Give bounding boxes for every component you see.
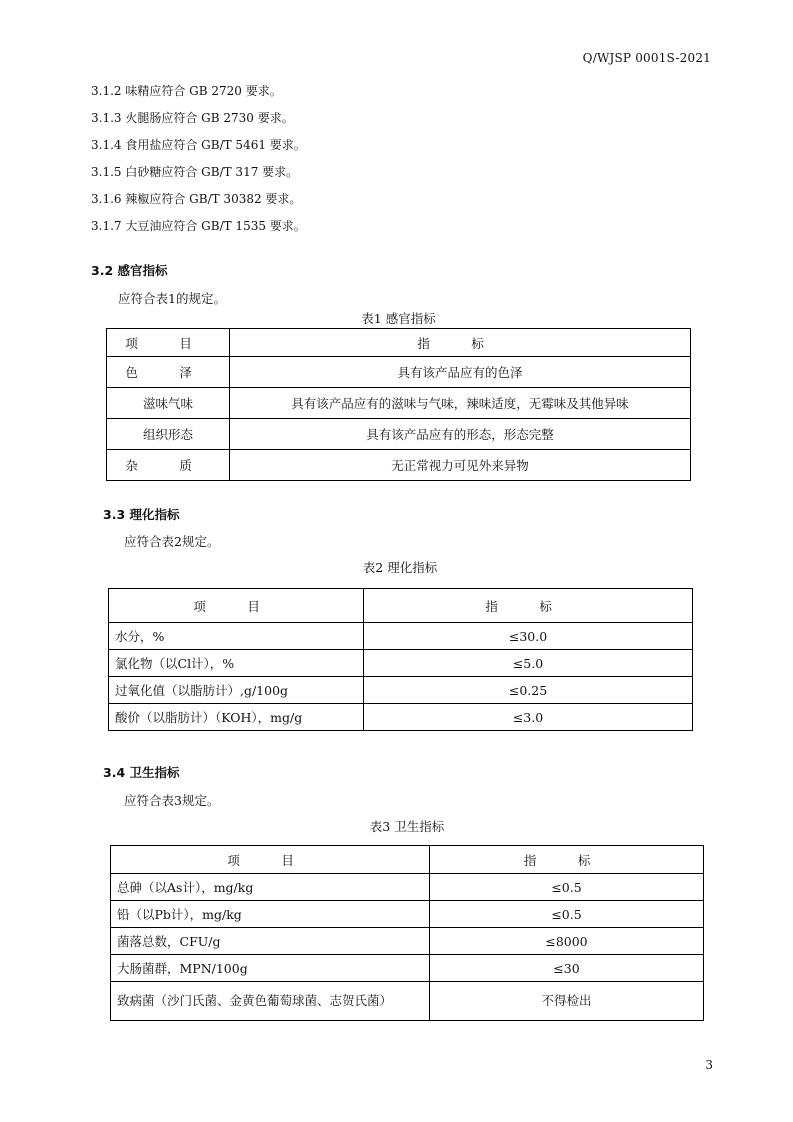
table-row — [109, 623, 693, 650]
table-cell: 大肠菌群，MPN/100g — [111, 955, 430, 982]
section-title-physicochemical: 3.3 理化指标 — [103, 507, 180, 522]
table-cell: ≤0.25 — [364, 677, 693, 704]
table-row — [109, 704, 693, 731]
table-row — [111, 874, 704, 901]
table-cell: 无正常视力可见外来异物 — [230, 450, 691, 481]
table-cell: ≤0.5 — [430, 874, 704, 901]
table-caption-physicochemical: 表2 理化指标 — [362, 560, 438, 575]
table-caption-sensory: 表1 感官指标 — [361, 311, 436, 326]
requirement-item: 3.1.2 味精应符合 GB 2720 要求。 — [91, 84, 282, 98]
requirement-item: 3.1.4 食用盐应符合 GB/T 5461 要求。 — [91, 138, 306, 152]
table-row — [107, 419, 691, 450]
table-row — [107, 450, 691, 481]
section-intro-physicochemical: 应符合表2规定。 — [124, 534, 220, 549]
table-row — [107, 357, 691, 388]
table-header-cell: 项 目 — [107, 329, 230, 357]
table-row — [107, 388, 691, 419]
requirement-item: 3.1.6 辣椒应符合 GB/T 30382 要求。 — [91, 192, 302, 206]
table-cell: ≤30 — [430, 955, 704, 982]
table-cell: ≤0.5 — [430, 901, 704, 928]
section-title-sensory: 3.2 感官指标 — [91, 263, 168, 278]
table-cell: ≤5.0 — [364, 650, 693, 677]
table-cell: 组织形态 — [107, 419, 230, 450]
table-cell: 酸价（以脂肪计）（KOH），mg/g — [109, 704, 364, 731]
table-header-cell: 指 标 — [430, 846, 704, 874]
requirement-list — [91, 82, 306, 244]
requirement-item: 3.1.5 白砂糖应符合 GB/T 317 要求。 — [91, 165, 299, 179]
table-cell: 氯化物（以Cl计），% — [109, 650, 364, 677]
table-row — [109, 677, 693, 704]
page-number: 3 — [705, 1058, 713, 1072]
requirement-item: 3.1.3 火腿肠应符合 GB 2730 要求。 — [91, 111, 294, 125]
table-cell: 水分，% — [109, 623, 364, 650]
table-header-cell: 项 目 — [111, 846, 430, 874]
table-header-row — [111, 846, 704, 874]
table-cell: 铅（以Pb计），mg/kg — [111, 901, 430, 928]
section-title-hygiene: 3.4 卫生指标 — [103, 765, 180, 780]
table-header-cell: 指 标 — [230, 329, 691, 357]
table-row — [109, 650, 693, 677]
table-cell: 具有该产品应有的色泽 — [230, 357, 691, 388]
table-header-cell: 指 标 — [364, 589, 693, 623]
table-cell: 具有该产品应有的形态，形态完整 — [230, 419, 691, 450]
table-cell: 过氧化值（以脂肪计）,g/100g — [109, 677, 364, 704]
section-intro-hygiene: 应符合表3规定。 — [124, 793, 220, 808]
table-cell: 致病菌（沙门氏菌、金黄色葡萄球菌、志贺氏菌） — [111, 982, 430, 1021]
table-header-cell: 项 目 — [109, 589, 364, 623]
table-row — [111, 901, 704, 928]
sensory-table — [106, 328, 691, 481]
hygiene-table — [110, 845, 704, 1021]
requirement-item: 3.1.7 大豆油应符合 GB/T 1535 要求。 — [91, 219, 306, 233]
section-intro-sensory: 应符合表1的规定。 — [118, 291, 226, 306]
table-cell: 具有该产品应有的滋味与气味，辣味适度，无霉味及其他异味 — [230, 388, 691, 419]
table-header-row — [109, 589, 693, 623]
table-cell: ≤3.0 — [364, 704, 693, 731]
table-cell: ≤8000 — [430, 928, 704, 955]
document-code: Q/WJSP 0001S-2021 — [582, 51, 711, 65]
table-row — [111, 955, 704, 982]
table-cell: 总砷（以As计），mg/kg — [111, 874, 430, 901]
table-row — [111, 982, 704, 1021]
table-cell: 不得检出 — [430, 982, 704, 1021]
table-caption-hygiene: 表3 卫生指标 — [369, 819, 445, 834]
table-cell: 滋味气味 — [107, 388, 230, 419]
table-cell: ≤30.0 — [364, 623, 693, 650]
table-row — [111, 928, 704, 955]
table-header-row — [107, 329, 691, 357]
physicochemical-table — [108, 588, 693, 731]
table-cell: 色 泽 — [107, 357, 230, 388]
table-cell: 杂 质 — [107, 450, 230, 481]
table-cell: 菌落总数，CFU/g — [111, 928, 430, 955]
